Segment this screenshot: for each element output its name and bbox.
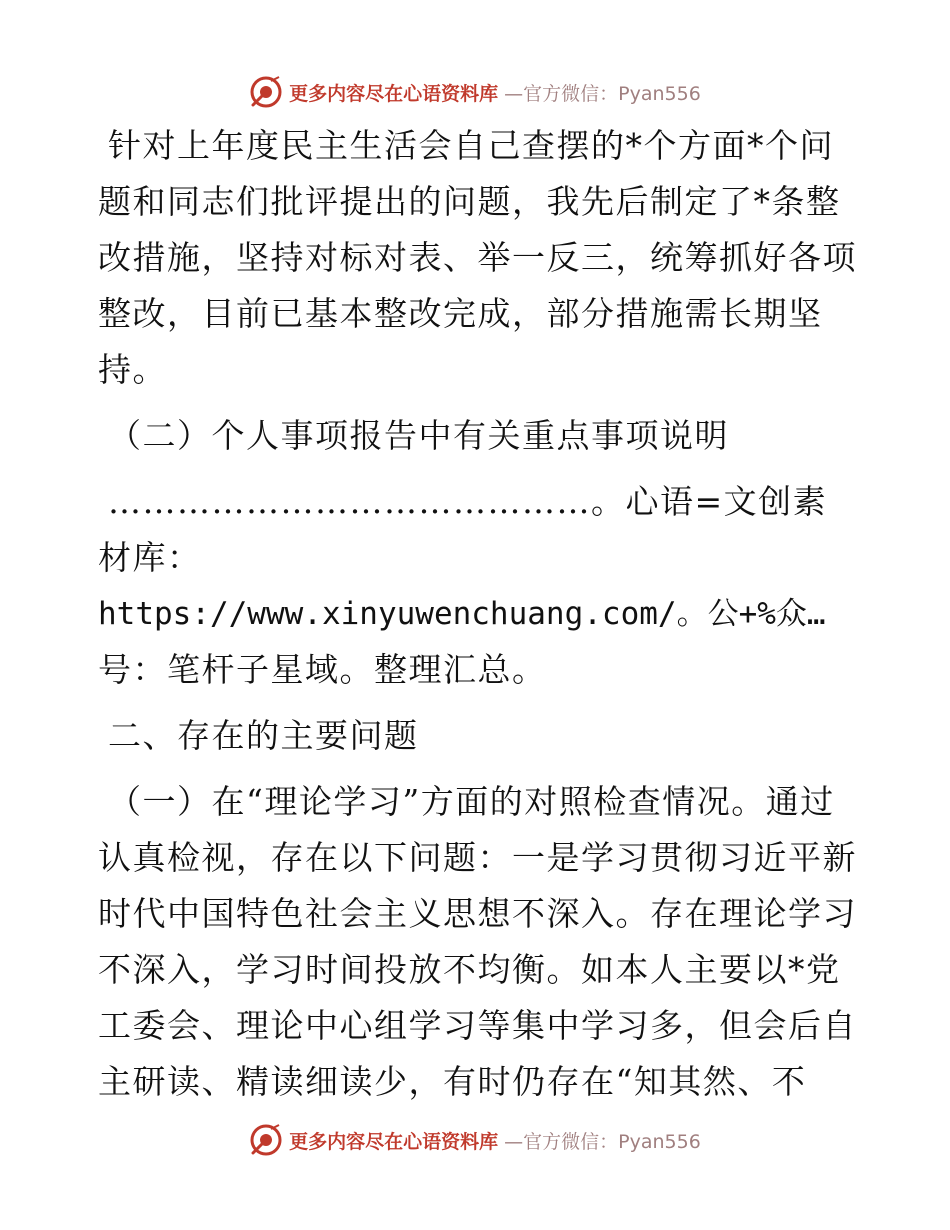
section-heading-personal-matters: （二）个人事项报告中有关重点事项说明 xyxy=(108,416,729,455)
footer-gray-text: —官方微信：Pyan556 xyxy=(504,1130,701,1153)
banner-red-text: 更多内容尽在心语资料库 xyxy=(289,82,499,105)
footer-banner xyxy=(0,1120,950,1160)
footer-red-text: 更多内容尽在心语资料库 xyxy=(289,1130,499,1153)
document-body xyxy=(98,118,858,1110)
header-banner xyxy=(0,72,950,112)
paragraph-rectification: 针对上年度民主生活会自己查摆的*个方面*个问题和同志们批评提出的问题，我先后制定了*条整改措施，坚持对标对表、举一反三，统筹抓好各项整改，目前已基本整改完成，部分措施需长期坚持。 xyxy=(98,126,857,389)
section-heading-main-problems: 二、存在的主要问题 xyxy=(108,716,419,755)
paragraph-theory-study: （一）在“理论学习”方面的对照检查情况。通过认真检视，存在以下问题：一是学习贯彻习近平新时代中国特色社会主义思想不深入。存在理论学习不深入，学习时间投放不均衡。如本人主要以*党工委会、理论中心组学习等集中学习多，但会后自主研读、精读细读少，有时仍存在“知其然、不 xyxy=(98,782,857,1101)
paragraph-url: https://www.xinyuwenchuang.com/。公+%众… xyxy=(98,596,826,632)
banner-gray-text: —官方微信：Pyan556 xyxy=(504,82,701,105)
pen-logo-icon xyxy=(249,1123,283,1157)
paragraph-ellipsis-source: ……………………………………。心语=文创素材库： xyxy=(98,482,828,577)
pen-logo-icon xyxy=(249,75,283,109)
paragraph-account: 号：笔杆子星域。整理汇总。 xyxy=(98,650,547,689)
